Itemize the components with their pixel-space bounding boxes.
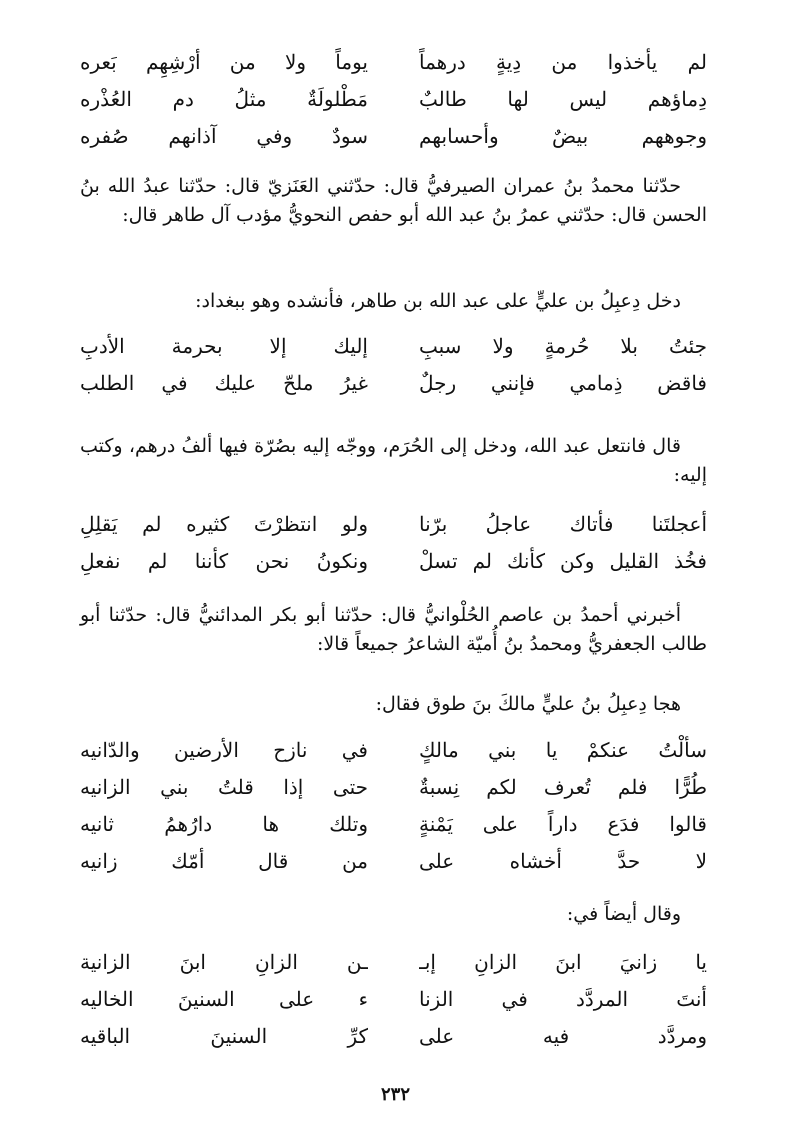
verse-line [80, 1018, 707, 1055]
hemistich-first: فاقض ذِمامي فإنني رجلٌ [419, 371, 707, 395]
verse-line [80, 506, 707, 543]
verse-line [80, 843, 707, 880]
verse-line [80, 944, 707, 981]
hemistich-second: كرِّ السنينَ الباقيه [80, 1024, 368, 1048]
hemistich-second: وتلك ها دارُهمُ ثانيه [80, 812, 368, 836]
hemistich-first: دِماؤهم ليس لها طالبٌ [419, 87, 707, 111]
paragraph-text: قال فانتعل عبد الله، ودخل إلى الحُرَم، ووجّه إليه بصُرّة فيها ألفُ درهم، وكتب إليه: [80, 435, 707, 486]
hemistich-first: فخُذ القليل وكن كأنك لم تسلْ [419, 549, 707, 573]
hemistich-first: وجوههم بيضٌ وأحسابهم [419, 124, 707, 148]
page-number: ٢٣٢ [380, 1084, 410, 1105]
hemistich-first: لا حدَّ أخشاه على [419, 849, 707, 873]
paragraph-text: حدّثنا محمدُ بنُ عمران الصيرفيُّ قال: حدّثني العَنَزيّ قال: حدّثنا عبدُ الله بنُ الحسن قال: حدّثني عمرُ بنُ عبد الله أبو حفص النحويُّ مؤدب آل طاهر قال: [80, 175, 707, 226]
hemistich-first: يا زانيَ ابنَ الزانِ إبـ [419, 950, 707, 974]
verse-line [80, 118, 707, 155]
verse-line [80, 769, 707, 806]
verse-line [80, 44, 707, 81]
prose-paragraph [80, 172, 707, 230]
prose-paragraph [80, 432, 707, 490]
hemistich-second: يوماً ولا من أرْشِهِم بَعره [80, 50, 368, 74]
verse-line [80, 543, 707, 580]
prose-paragraph [80, 690, 707, 719]
prose-paragraph [80, 900, 707, 929]
hemistich-second: في نازح الأرضين والدّانيه [80, 738, 368, 762]
verse-line [80, 81, 707, 118]
hemistich-first: ومردَّد فيه على [419, 1024, 707, 1048]
verse-line [80, 365, 707, 402]
hemistich-first: سألْتُ عنكمْ يا بني مالكٍ [419, 738, 707, 762]
paragraph-text: هجا دِعبِلُ بنُ عليٍّ مالكَ بنَ طوق فقال: [375, 693, 681, 715]
verse-line [80, 981, 707, 1018]
hemistich-first: لم يأخذوا من دِيةٍ درهماً [419, 50, 707, 74]
poem-block [80, 44, 707, 155]
hemistich-first: طُرًّا فلم تُعرف لكم نِسبةٌ [419, 775, 707, 799]
hemistich-first: أعجلتَنا فأتاك عاجلُ برّنا [419, 512, 707, 536]
poem-block [80, 944, 707, 1055]
paragraph-text: دخل دِعبِلُ بن عليٍّ على عبد الله بن طاهر، فأنشده وهو ببغداد: [195, 290, 681, 312]
poem-block [80, 328, 707, 402]
hemistich-second: غيرُ ملحّ عليك في الطلب [80, 371, 368, 395]
prose-paragraph [80, 601, 707, 659]
hemistich-second: من قال أمّك زانيه [80, 849, 368, 873]
hemistich-second: ـن الزانِ ابنَ الزانية [80, 950, 368, 974]
paragraph-text: وقال أيضاً في: [566, 903, 681, 925]
poem-block [80, 506, 707, 580]
verse-line [80, 732, 707, 769]
hemistich-second: ولو انتظرْتَ كثيره لم يَقلِلِ [80, 512, 368, 536]
hemistich-first: جئتُ بلا حُرمةٍ ولا سببِ [419, 334, 707, 358]
hemistich-second: ونكونُ نحن كأننا لم نفعلِ [80, 549, 368, 573]
hemistich-second: مَطْلولَةٌ مثلُ دم العُذْره [80, 87, 368, 111]
hemistich-second: حتى إذا قلتُ بني الزانيه [80, 775, 368, 799]
prose-paragraph [80, 287, 707, 316]
poem-block [80, 732, 707, 880]
verse-line [80, 806, 707, 843]
hemistich-second: سودٌ وفي آذانهم صُفره [80, 124, 368, 148]
hemistich-first: أنتَ المردَّد في الزنا [419, 987, 707, 1011]
hemistich-first: قالوا فدَع داراً على يَمْنةٍ [419, 812, 707, 836]
hemistich-second: ء على السنينَ الخاليه [80, 987, 368, 1011]
hemistich-second: إليك إلا بحرمة الأدبِ [80, 334, 368, 358]
verse-line [80, 328, 707, 365]
paragraph-text: أخبرني أحمدُ بن عاصم الحُلْوانيُّ قال: حدّثنا أبو بكر المدائنيُّ قال: حدّثنا أبو طالب الجعفريُّ ومحمدُ بنُ أُميّة الشاعرُ جميعاً قالا: [80, 604, 707, 655]
